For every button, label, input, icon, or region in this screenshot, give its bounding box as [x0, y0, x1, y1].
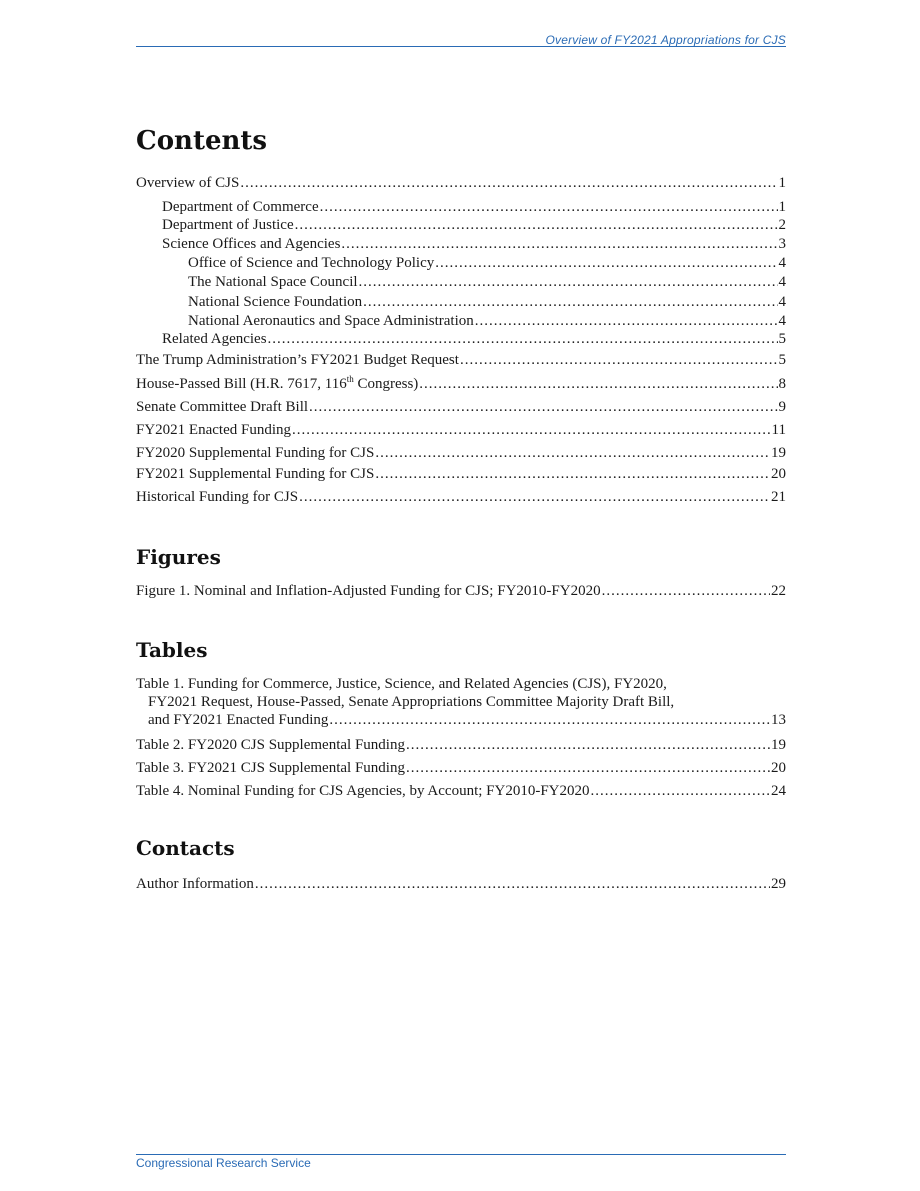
toc-entry-label: Figure 1. Nominal and Inflation-Adjusted Funding for CJS; FY2010-FY2020: [136, 583, 601, 599]
running-header: Overview of FY2021 Appropriations for CJS: [545, 33, 786, 47]
toc-entry-label-line2: FY2021 Request, House-Passed, Senate Appropriations Committee Majority Draft Bill,: [148, 694, 675, 710]
toc-entry-label: Historical Funding for CJS: [136, 489, 299, 505]
toc-entry-page: 20: [771, 760, 786, 776]
toc-entry-page: 1: [778, 199, 786, 215]
toc-entry-label: FY2020 Supplemental Funding for CJS: [136, 445, 375, 461]
toc-entry-label: The National Space Council: [188, 274, 358, 290]
toc-entry-label-line3: and FY2021 Enacted Funding: [148, 712, 329, 728]
toc-entry[interactable]: [136, 215, 786, 235]
toc-entry-page: 1: [778, 175, 786, 191]
toc-entry-page: 19: [771, 445, 786, 461]
toc-entry[interactable]: [136, 487, 786, 507]
table-entry[interactable]: [136, 675, 786, 729]
toc-entry-label: House-Passed Bill (H.R. 7617, 116th Congress): [136, 374, 419, 392]
toc-entry-label: Table 2. FY2020 CJS Supplemental Funding: [136, 737, 405, 753]
figure-entry[interactable]: [136, 581, 786, 601]
table-entry[interactable]: [136, 735, 786, 755]
toc-entry-page: 4: [778, 274, 786, 290]
leader-dots: [359, 272, 778, 292]
toc-entry-page: 29: [771, 876, 786, 892]
leader-dots: [591, 781, 770, 801]
toc-entry[interactable]: [136, 329, 786, 349]
toc-entry-page: 11: [771, 422, 786, 438]
toc-entry-label: National Aeronautics and Space Administration: [188, 313, 474, 329]
leader-dots: [375, 464, 770, 484]
toc-entry-page: 5: [778, 331, 786, 347]
leader-dots: [329, 711, 770, 729]
toc-entry[interactable]: [136, 234, 786, 254]
toc-entry-page: 21: [771, 489, 786, 505]
leader-dots: [460, 350, 778, 370]
toc-entry-label: Overview of CJS: [136, 175, 240, 191]
toc-entry-page: 13: [771, 712, 786, 728]
toc-entry-page: 3: [778, 236, 786, 252]
leader-dots: [309, 397, 777, 417]
leader-dots: [295, 215, 778, 235]
toc-entry-label: Author Information: [136, 876, 254, 892]
leader-dots: [435, 253, 777, 273]
leader-dots: [268, 329, 778, 349]
table-entry[interactable]: [136, 781, 786, 801]
toc-entry-page: 9: [778, 399, 786, 415]
leader-dots: [406, 735, 770, 755]
toc-entry[interactable]: [136, 253, 786, 273]
toc-entry[interactable]: [136, 397, 786, 417]
leader-dots: [375, 443, 770, 463]
toc-entry-page: 19: [771, 737, 786, 753]
toc-entry-page: 5: [778, 352, 786, 368]
leader-dots: [406, 758, 770, 778]
toc-entry[interactable]: [136, 292, 786, 312]
toc-entry[interactable]: [136, 350, 786, 370]
table-entry[interactable]: [136, 758, 786, 778]
running-footer: Congressional Research Service: [136, 1156, 311, 1170]
toc-entry[interactable]: [136, 464, 786, 484]
toc-entry-label: Table 3. FY2021 CJS Supplemental Funding: [136, 760, 405, 776]
toc-entry-page: 8: [778, 376, 786, 392]
toc-entry-label: Science Offices and Agencies: [162, 236, 341, 252]
figures-heading: Figures: [136, 545, 221, 569]
contacts-heading: Contacts: [136, 836, 235, 860]
toc-entry[interactable]: [136, 374, 786, 394]
leader-dots: [240, 173, 777, 193]
leader-dots: [299, 487, 770, 507]
toc-entry-page: 4: [778, 255, 786, 271]
toc-entry-label: Department of Justice: [162, 217, 294, 233]
leader-dots: [475, 311, 778, 331]
toc-entry[interactable]: [136, 197, 786, 217]
footer-rule: [136, 1154, 786, 1155]
toc-entry-page: 4: [778, 313, 786, 329]
leader-dots: [292, 420, 771, 440]
contact-entry[interactable]: [136, 874, 786, 894]
toc-entry[interactable]: [136, 272, 786, 292]
toc-entry-label: Department of Commerce: [162, 199, 319, 215]
toc-entry-label: FY2021 Enacted Funding: [136, 422, 291, 438]
toc-entry[interactable]: [136, 311, 786, 331]
leader-dots: [419, 374, 777, 394]
leader-dots: [363, 292, 777, 312]
toc-entry[interactable]: [136, 173, 786, 193]
toc-entry-label: National Science Foundation: [188, 294, 363, 310]
header-rule: [136, 46, 786, 47]
toc-entry-label: Related Agencies: [162, 331, 267, 347]
leader-dots: [255, 874, 770, 894]
leader-dots: [320, 197, 778, 217]
toc-entry-label: The Trump Administration’s FY2021 Budget Request: [136, 352, 459, 368]
tables-heading: Tables: [136, 638, 208, 662]
toc-entry-label-line1: Table 1. Funding for Commerce, Justice, Science, and Related Agencies (CJS), FY2020,: [136, 676, 667, 692]
toc-entry-label: FY2021 Supplemental Funding for CJS: [136, 466, 375, 482]
toc-entry-page: 20: [771, 466, 786, 482]
leader-dots: [341, 234, 777, 254]
toc-entry-label: Table 4. Nominal Funding for CJS Agencies, by Account; FY2010-FY2020: [136, 783, 590, 799]
toc-entry[interactable]: [136, 443, 786, 463]
contents-heading: Contents: [136, 126, 268, 156]
toc-entry-page: 4: [778, 294, 786, 310]
toc-entry-page: 2: [778, 217, 786, 233]
toc-entry-page: 22: [771, 583, 786, 599]
toc-entry-label: Office of Science and Technology Policy: [188, 255, 435, 271]
toc-entry[interactable]: [136, 420, 786, 440]
leader-dots: [602, 581, 770, 601]
toc-entry-page: 24: [771, 783, 786, 799]
toc-entry-label: Senate Committee Draft Bill: [136, 399, 309, 415]
